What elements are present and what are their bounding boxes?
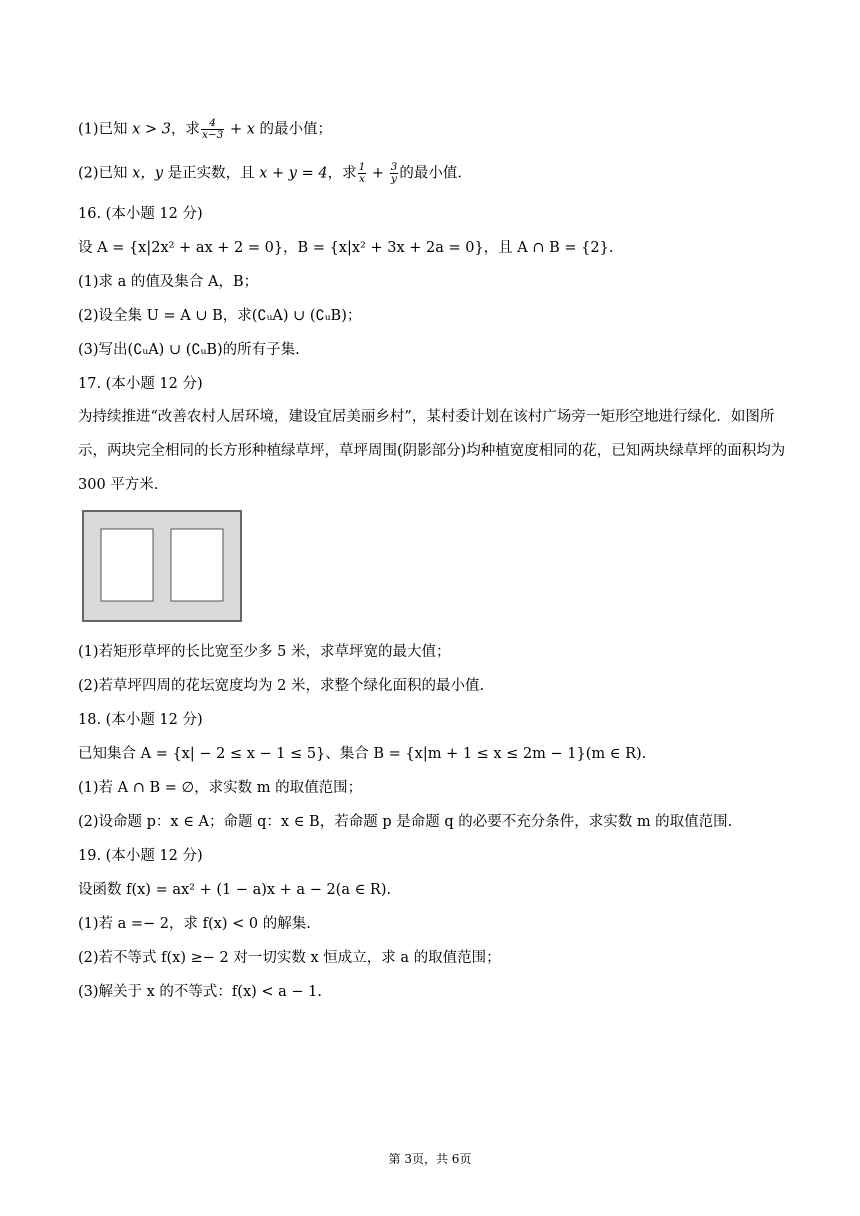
page-footer: 第 3页，共 6页	[388, 1152, 472, 1166]
q15-p2-fraction-1: $\frac{1}{x}$	[358, 161, 366, 185]
q16-part3: (3)写出(∁ᵤA) ∪ (∁ᵤB)的所有子集.	[78, 342, 300, 358]
lawn-right	[171, 529, 223, 601]
q19-part3: (3)解关于 x 的不等式：f(x) < a − 1.	[78, 984, 323, 1000]
q17-stem: 为持续推进“改善农村人居环境，建设宜居美丽乡村”，某村委计划在该村广场旁一矩形空地进行绿化．如图所示，两块完全相同的长方形种植绿草坪，草坪周围(阴影部分)均种植宽度相同的花，已知两块绿草坪的面积均为 300 平方米.	[78, 409, 786, 493]
q17-part1: (1)若矩形草坪的长比宽至少多 5 米，求草坪宽的最大值；	[78, 644, 451, 660]
q16-header: 16. (本小题 12 分)	[78, 206, 203, 222]
q19-part2: (2)若不等式 f(x) ≥− 2 对一切实数 x 恒成立，求 a 的取值范围；	[78, 950, 501, 966]
q15-p1-condition: x > 3	[132, 121, 171, 138]
q16-part1: (1)求 a 的值及集合 A，B；	[78, 274, 259, 290]
q15-p2-fraction-2: $\frac{3}{y}$	[390, 161, 398, 185]
q16-stem: 设 A = {x|2x² + ax + 2 = 0}，B = {x|x² + 3x + 2a = 0}，且 A ∩ B = {2}.	[78, 240, 614, 256]
q19-stem: 设函数 f(x) = ax² + (1 − a)x + a − 2(a ∈ R).	[78, 882, 392, 898]
q15-p1-fraction: $\frac{4}{x-3}$	[201, 117, 224, 141]
q17-header: 17. (本小题 12 分)	[78, 376, 203, 392]
q15-part1: (1)已知 x > 3，求 $\frac{4}{x-3}$ + x 的最小值；	[78, 117, 332, 141]
q17-part2: (2)若草坪四周的花坛宽度均为 2 米，求整个绿化面积的最小值.	[78, 678, 485, 694]
lawn-diagram	[82, 510, 242, 622]
q19-part1: (1)若 a =− 2，求 f(x) < 0 的解集.	[78, 916, 311, 932]
lawn-left	[101, 529, 153, 601]
q16-part2: (2)设全集 U = A ∪ B，求(∁ᵤA) ∪ (∁ᵤB)；	[78, 308, 362, 324]
q18-header: 18. (本小题 12 分)	[78, 712, 203, 728]
q15-part2: (2)已知 x，y 是正实数，且 x + y = 4，求 $\frac{1}{x}$ + $\frac{3}{y}$ 的最小值.	[78, 161, 462, 185]
q18-part1: (1)若 A ∩ B = ∅，求实数 m 的取值范围；	[78, 780, 363, 796]
q18-part2: (2)设命题 p：x ∈ A；命题 q：x ∈ B，若命题 p 是命题 q 的必要不充分条件，求实数 m 的取值范围.	[78, 814, 733, 830]
q18-stem: 已知集合 A = {x| − 2 ≤ x − 1 ≤ 5}、集合 B = {x|m + 1 ≤ x ≤ 2m − 1}(m ∈ R).	[78, 746, 647, 762]
q19-header: 19. (本小题 12 分)	[78, 848, 203, 864]
